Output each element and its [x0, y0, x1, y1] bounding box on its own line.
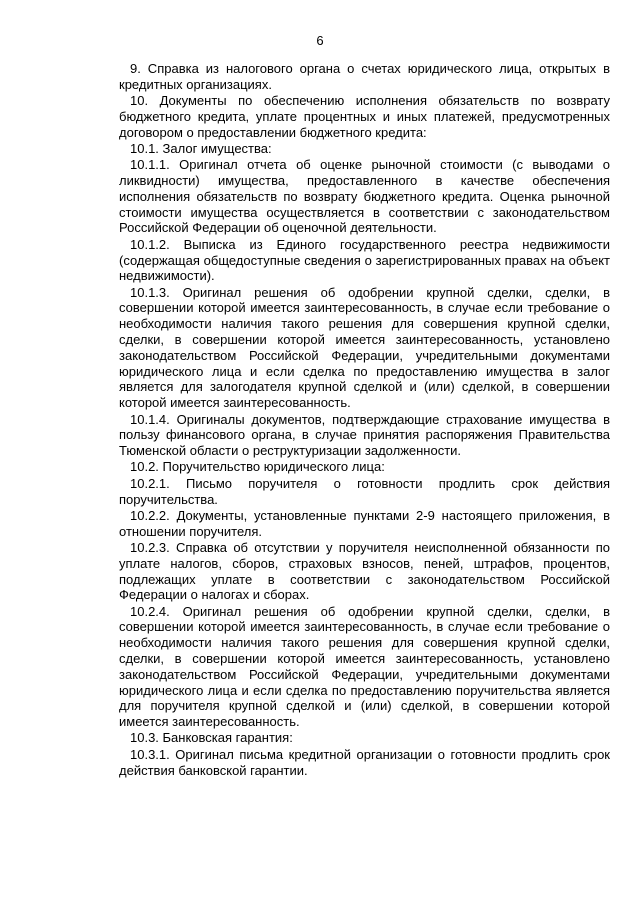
paragraph-item-10-1-1: 10.1.1. Оригинал отчета об оценке рыночной стоимости (с выводами о ликвидности) имущества, предоставленного в качестве обеспечения исполнения обязательств по возврату бюджетного кредита. Оценка рыночной стоимости имущества осуществляется в соответствии с законодательством Российской Федерации об оценочной деятельности.	[119, 157, 610, 236]
paragraph-item-10-2-4: 10.2.4. Оригинал решения об одобрении крупной сделки, сделки, в совершении которой имеется заинтересованность, в случае если требование о необходимости наличия такого решения для совершения крупной сделки, сделки, в совершении которой имеется заинтересованность, установлено законодательством Российской Федерации, учредительными документами юридического лица и если сделка по предоставлению поручительства является для поручителя крупной сделкой и (или) сделкой, в совершении которой имеется заинтересованность.	[119, 603, 610, 730]
paragraph-item-10-1-3: 10.1.3. Оригинал решения об одобрении крупной сделки, сделки, в совершении которой имеется заинтересованность, в случае если требование о необходимости наличия такого решения для совершения крупной сделки, сделки, в совершении которой имеется заинтересованность, установлено законодательством Российской Федерации, учредительными документами юридического лица и если сделка по предоставлению имущества в залог является для залогодателя крупной сделкой и (или) сделкой, в совершении которой имеется заинтересованность.	[119, 284, 610, 411]
paragraph-item-10: 10. Документы по обеспечению исполнения обязательств по возврату бюджетного кредита, уплате процентных и иных платежей, предусмотренных договором о предоставлении бюджетного кредита:	[119, 93, 610, 140]
paragraph-item-10-2: 10.2. Поручительство юридического лица:	[130, 459, 385, 475]
paragraph-item-10-2-1: 10.2.1. Письмо поручителя о готовности продлить срок действия поручительства.	[119, 475, 610, 507]
paragraph-item-10-1-2: 10.1.2. Выписка из Единого государственного реестра недвижимости (содержащая общедоступные сведения о зарегистрированных правах на объект недвижимости).	[119, 236, 610, 284]
page-number: 6	[316, 33, 324, 48]
paragraph-item-9: 9. Справка из налогового органа о счетах юридического лица, открытых в кредитных организациях.	[119, 61, 610, 92]
paragraph-item-10-2-3: 10.2.3. Справка об отсутствии у поручителя неисполненной обязанности по уплате налогов, сборов, страховых взносов, пеней, штрафов, процентов, подлежащих уплате в соответствии с законодательством Российской Федерации о налогах и сборах.	[119, 539, 610, 603]
paragraph-item-10-2-2: 10.2.2. Документы, установленные пунктами 2-9 настоящего приложения, в отношении поручителя.	[119, 507, 610, 539]
paragraph-item-10-1-4: 10.1.4. Оригиналы документов, подтверждающие страхование имущества в пользу финансового органа, в случае принятия распоряжения Правительства Тюменской области о реструктуризации задолженности.	[119, 411, 610, 459]
paragraph-item-10-3: 10.3. Банковская гарантия:	[130, 730, 293, 746]
paragraph-item-10-3-1: 10.3.1. Оригинал письма кредитной организации о готовности продлить срок действия банковской гарантии.	[119, 746, 610, 778]
paragraph-item-10-1: 10.1. Залог имущества:	[130, 140, 272, 156]
document-body	[119, 61, 610, 779]
